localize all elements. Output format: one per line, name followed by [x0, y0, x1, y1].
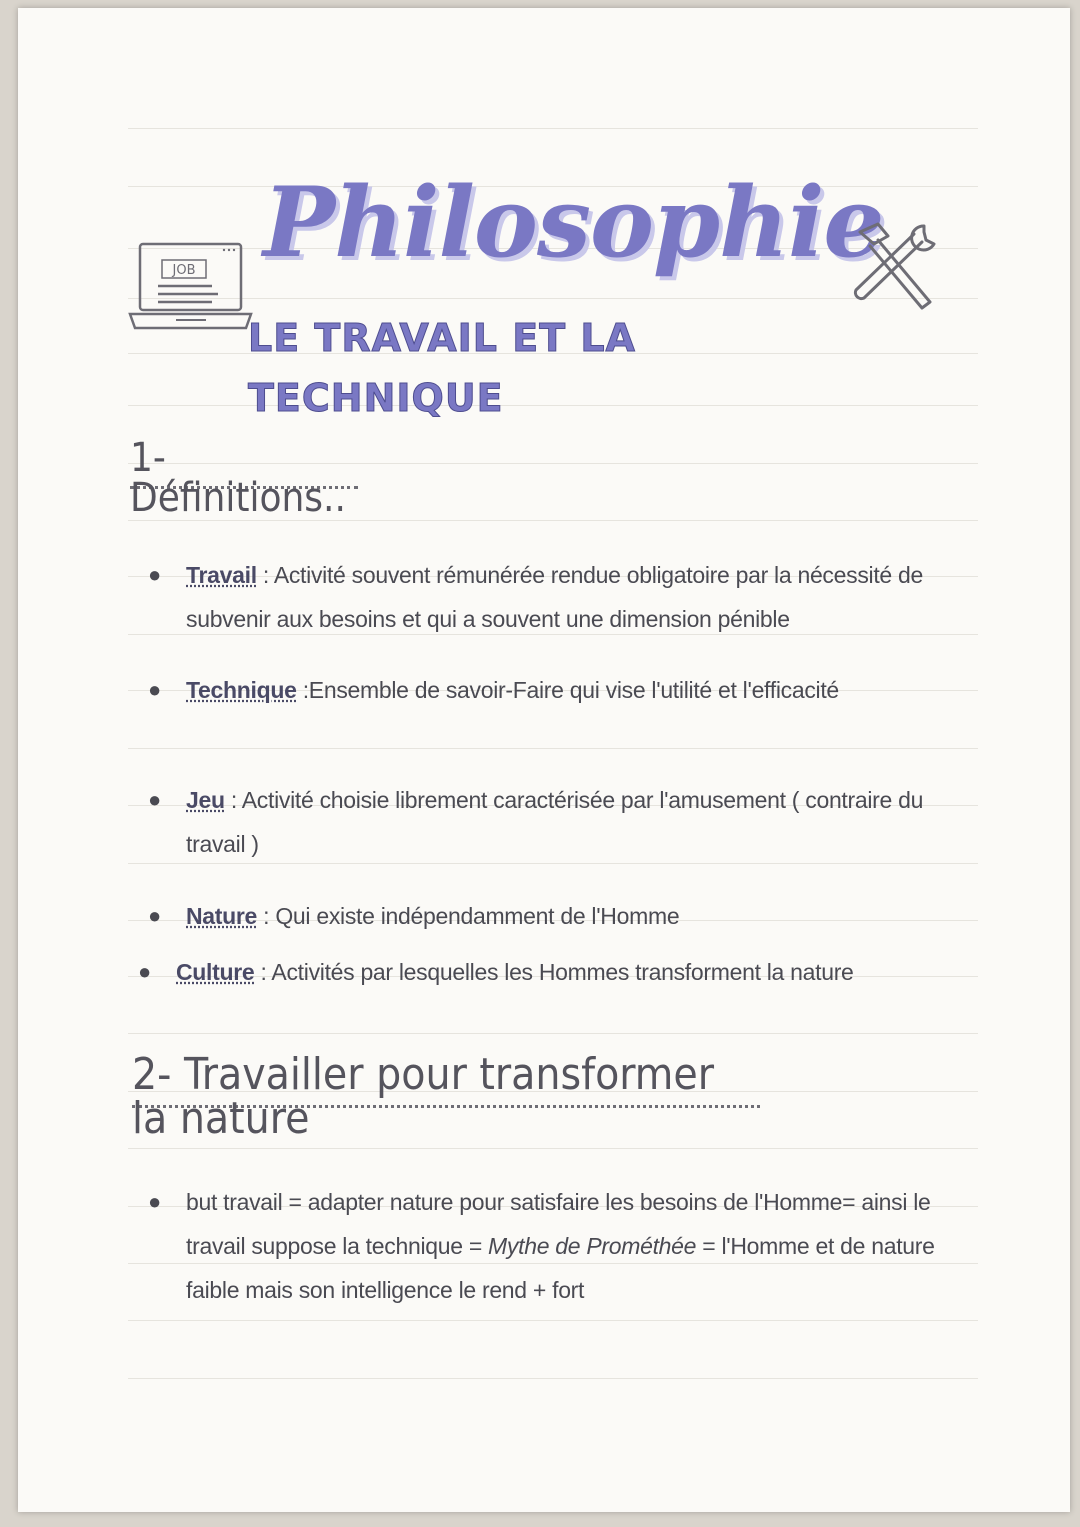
list-item: ● Nature : Qui existe indépendamment de l'Homme [148, 894, 968, 938]
bullet-icon: ● [148, 677, 161, 702]
laptop-job-icon [128, 240, 253, 340]
definition-text: Activités par lesquelles les Hommes transforment la nature [271, 959, 854, 985]
ruled-line [128, 1033, 978, 1034]
myth-reference: Mythe de Prométhée [488, 1233, 697, 1259]
hammer-wrench-icon [838, 218, 948, 313]
definition-term: Travail [186, 562, 257, 588]
page-title: Philosophie [263, 166, 884, 279]
list-item: ● Culture : Activités par lesquelles les Hommes transforment la nature [138, 950, 958, 994]
page-subtitle: LE TRAVAIL ET LA TECHNIQUE [248, 316, 636, 420]
list-item: ● Jeu : Activité choisie librement caractérisée par l'amusement ( contraire du travail ) [148, 778, 968, 866]
ruled-line [128, 128, 978, 129]
ruled-line [128, 1320, 978, 1321]
bullet-icon: ● [148, 903, 161, 928]
bullet-icon: ● [148, 787, 161, 812]
paragraph-text: but travail = adapter nature pour satisfaire les besoins de l'Homme= ainsi le travail suppose la technique = [186, 1189, 931, 1259]
ruled-line [128, 1378, 978, 1379]
bullet-icon: ● [148, 562, 161, 587]
list-item [148, 1180, 948, 1312]
definition-text: Activité choisie librement caractérisée par l'amusement ( contraire du travail ) [186, 787, 924, 857]
list-item: ● Travail : Activité souvent rémunérée rendue obligatoire par la nécessité de subvenir aux besoins et qui a souvent une dimension pénible [148, 553, 968, 641]
section-heading-definitions: 1- Définitions.. [130, 438, 358, 489]
section-heading-transform-nature: 2- Travailler pour transformer la nature [132, 1053, 760, 1108]
laptop-screen-text: JOB [172, 263, 196, 278]
definition-term: Nature [186, 903, 258, 929]
ruled-line [128, 1148, 978, 1149]
definition-text: Activité souvent rémunérée rendue obligatoire par la nécessité de subvenir aux besoins et qui a souvent une dimension pénible [186, 562, 923, 632]
bullet-icon: ● [148, 1189, 161, 1214]
definition-term: Jeu [186, 787, 225, 813]
definition-text: Ensemble de savoir-Faire qui vise l'utilité et l'efficacité [308, 677, 839, 703]
bullet-icon: ● [138, 959, 151, 984]
list-item: ● Technique :Ensemble de savoir-Faire qui vise l'utilité et l'efficacité [148, 668, 968, 712]
definition-text: Qui existe indépendamment de l'Homme [275, 903, 680, 929]
ruled-line [128, 748, 978, 749]
notebook-page [18, 8, 1070, 1512]
paragraph-text: = l'Homme et de nature faible mais son intelligence le rend + fort [186, 1233, 935, 1303]
definition-term: Technique [186, 677, 297, 703]
definition-term: Culture [176, 959, 255, 985]
